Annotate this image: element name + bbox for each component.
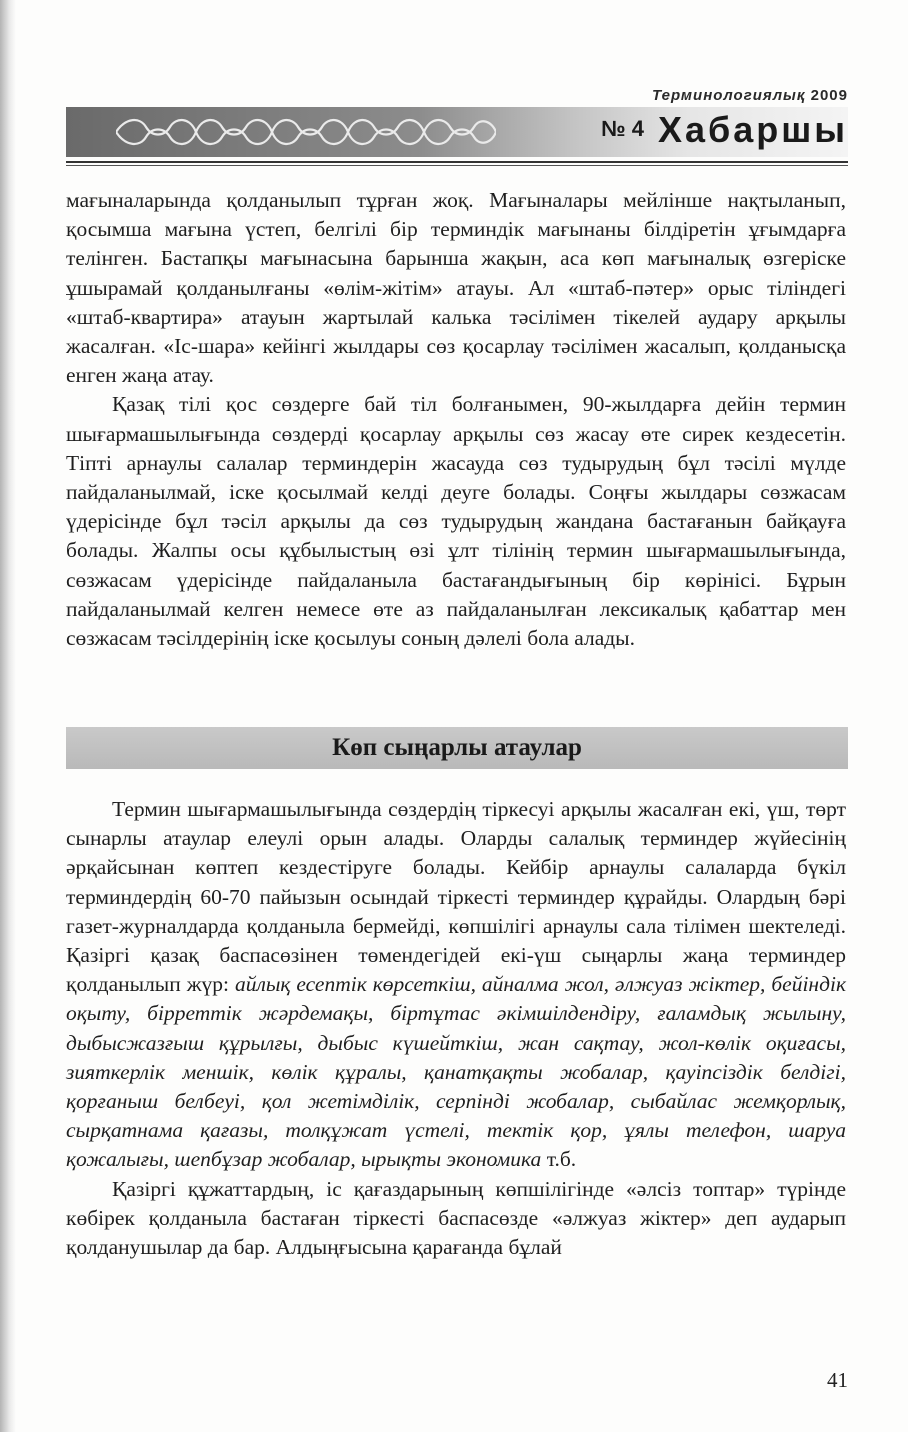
paragraph: Қазақ тілі қос сөздерге бай тіл болғанымен, 90-жылдарға дейін термин шығармашылығында сөздерді қосарлау арқылы сөз жасау өте сирек кездесетін. Тіпті арнаулы салалар терминдерін жасауда сөз тудырудың бұл тәсілі мүлде пайдаланылмай, іске қосылмай келді деуге болады. Соңғы жылдары сөзжасам үдерісінде бұл тәсіл арқылы да сөз тудырудың жандана бастағанын байқауға болады. Жалпы осы құбылыстың өзі ұлт тілінің термин шығармашылығында, сөзжасам үдерісінде пайдаланыла бастағандығының бір көрінісі. Бұрын пайдаланылмай келген немесе өте аз пайдаланылған лексикалық қабаттар мен сөзжасам тәсілдерінің іске қосылуы соның дәлелі бола алады. [66, 392, 846, 651]
header-rule-thin [66, 165, 848, 166]
paragraph [66, 795, 846, 1175]
journal-year: 2009 [810, 87, 848, 104]
paragraph: Қазіргі құжаттардың, іс қағаздарының көпшілігінде «әлсіз топтар» түрінде көбірек қолданыла бастаған тіркесті баспасөзде «әлжуаз жіктер» деп аударып қолданушылар да бар. Алдыңғысына қарағанда бұлай [66, 1176, 846, 1260]
body-text-upper [66, 186, 846, 653]
header-rule [66, 161, 848, 163]
journal-header-line [540, 87, 848, 104]
term-list: айлық есептік көрсеткіш, айналма жол, әлжуаз жіктер, бейіндік оқыту, бірреттік жәрдемақы, біртұтас әкімшілдендіру, ғаламдық жылыну, дыбысжазғыш құрылғы, дыбыс күшейткіш, жан сақтау, жол-көлік оқиғасы, зияткерлік меншік, көлік құралы, қанатқақты жобалар, қауіпсіздік белдігі, қорғаныш белбеуі, қол жетімділік, серпінді жобалар, сыбайлас жемқорлық, сырқатнама қағазы, толқұжат үстелі, тектік қор, ұялы телефон, шаруа қожалығы, шепбұзар жобалар, ырықты экономика [66, 972, 846, 1172]
issue-label [601, 109, 848, 151]
page-edge-shadow [0, 0, 16, 1432]
paragraph-continuation: мағыналарында қолданылып тұрған жоқ. Мағыналары мейлінше нақтыланып, қосымша мағына үстеп, белгілі бір терминдік мағынаны білдіретін ұғымдарға телінген. Бастапқы мағынасына барынша жақын, аса көп мағыналық өзгеріске ұшырамай қолданылғаны «өлім-жітім» атауы. Ал «штаб-пәтер» орыс тіліндегі «штаб-квартира» атауын жартылай калька тәсілімен тікелей аудару арқылы жасалған. «Іс-шара» кейінгі жылдары сөз қосарлау тәсілімен жасалып, қолданысқа енген жаңа атау. [66, 188, 846, 388]
paragraph-text: Термин шығармашылығында сөздердің тіркесуі арқылы жасалған екі, үш, төрт сынарлы атаулар елеулі орын алады. Оларды салалық терминдер жүйесінің әрқайсынан көптеп кездестіруге болады. Кейбір арнаулы салаларда бүкіл терминдердің 60-70 пайызын осындай тіркесті терминдер құрайды. Олардың бәрі газет-журналдарда қолданыла бермейді, көпшілігі арнаулы сала тілімен шектеледі. Қазіргі қазақ баспасөзінен төмендегідей екі-үш сыңарлы жаңа терминдер қолданылып жүр: [66, 797, 846, 997]
journal-header-band [66, 107, 848, 157]
paragraph-tail: т.б. [541, 1147, 577, 1172]
section-heading: Көп сыңарлы атаулар [66, 727, 848, 769]
page-number: 41 [827, 1368, 848, 1392]
journal-title: Терминологиялық [652, 87, 806, 104]
issue-number: № 4 [601, 116, 644, 141]
ornament-icon [116, 113, 496, 151]
body-text-lower [66, 795, 846, 1262]
journal-name: Хабаршы [657, 109, 848, 150]
